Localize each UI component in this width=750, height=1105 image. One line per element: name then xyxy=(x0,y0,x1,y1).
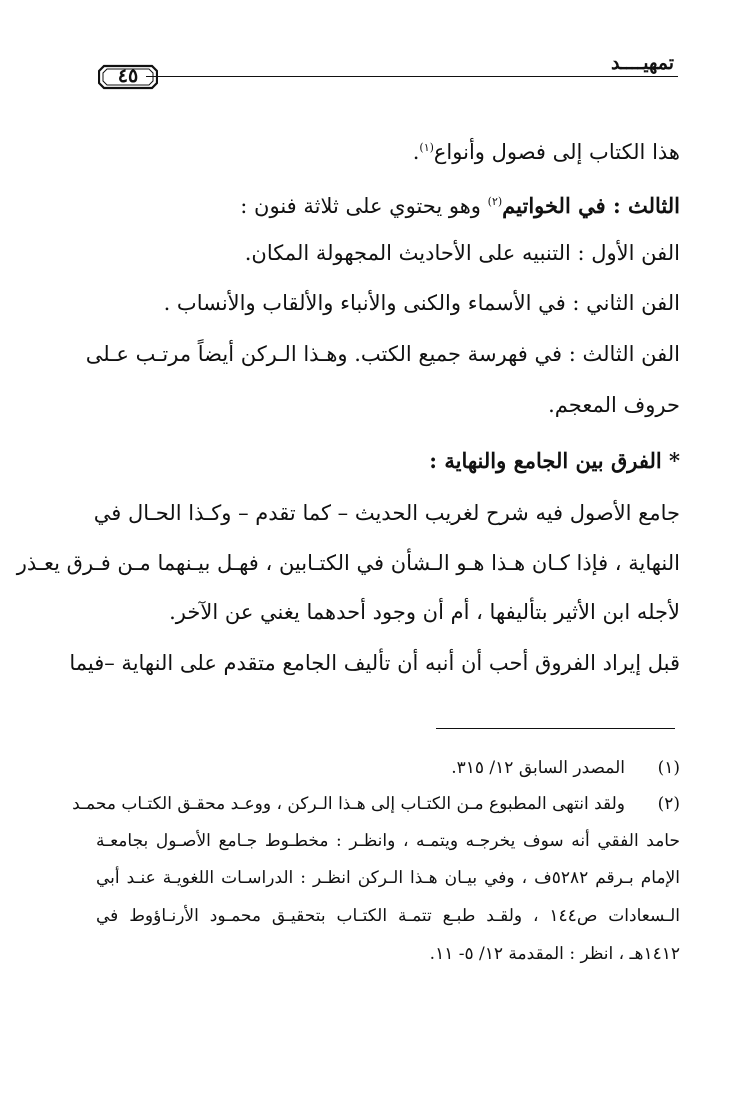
footnote-2-line-4: الـسعادات ص١٤٤ ، ولقـد طبـع تتمـة الكتـاب بتحقيـق محمـود الأرنـاؤوط في xyxy=(96,906,681,926)
text-line-8: النهاية ، فإذا كـان هـذا هـو الـشأن في الكتـابين ، فهـل بيـنهما مـن فـرق يعـذر xyxy=(16,551,680,575)
text-line-4: الفن الثاني : في الأسماء والكنى والأنباء والألقاب والأنساب . xyxy=(163,291,680,315)
section-heading: * الفرق بين الجامع والنهاية : xyxy=(429,448,680,473)
footnote-separator xyxy=(436,728,675,729)
text-line-1: هذا الكتاب إلى فصول وأنواع$^{(١)}$. xyxy=(412,140,680,164)
footnote-ref-2: (٢) xyxy=(487,195,503,208)
page-number-frame xyxy=(98,64,158,90)
text-line-9: لأجله ابن الأثير بتأليفها ، أم أن وجود أحدهما يغني عن الآخر. xyxy=(169,600,680,624)
text-line-3: الفن الأول : التنبيه على الأحاديث المجهولة المكان. xyxy=(244,241,680,265)
third-pillar-lead: الثالث : في الخواتيم xyxy=(502,193,680,218)
running-header xyxy=(98,48,678,100)
header-rule xyxy=(146,76,678,77)
text-line-6: حروف المعجم. xyxy=(548,393,680,417)
text-line-2-content: وهو يحتوي على ثلاثة فنون : xyxy=(240,194,481,218)
footnote-2-line-5: ١٤١٢هـ ، انظر : المقدمة ١٢/ ٥- ١١. xyxy=(429,944,680,964)
footnote-2-number: (٢) xyxy=(657,794,680,814)
footnote-1-number: (١) xyxy=(657,758,680,778)
footnote-ref-1: (١) xyxy=(419,141,434,154)
text-line-10: قبل إيراد الفروق أحب أن أنبه أن تأليف الجامع متقدم على النهاية –فيما xyxy=(69,651,680,675)
footnote-2-line-2: حامد الفقي أنه سوف يخرجـه ويتمـه ، وانظـر : مخطـوط جـامع الأصـول بجامعـة xyxy=(96,831,680,851)
text-line-7: جامع الأصول فيه شرح لغريب الحديث – كما تقدم – وكـذا الحـال في xyxy=(93,501,680,525)
text-line-2 xyxy=(96,187,680,221)
text-line-5: الفن الثالث : في فهرسة جميع الكتب. وهـذا الـركن أيضاً مرتـب عـلى xyxy=(85,342,680,366)
chapter-title: تمهيــــد xyxy=(610,52,674,74)
footnote-2-line-3: الإمام بـرقم ٥٢٨٢ف ، وفي بيـان هـذا الـركن انظـر : الدراسـات اللغويـة عنـد أبي xyxy=(96,868,680,888)
footnote-1-text: المصدر السابق ١٢/ ٣١٥. xyxy=(451,758,625,778)
page-number: ٤٥ xyxy=(117,65,139,87)
footnote-2-text-1: ولقد انتهى المطبوع مـن الكتـاب إلى هـذا الـركن ، ووعـد محقـق الكتـاب محمـد xyxy=(72,794,625,814)
text-line-1-content: هذا الكتاب إلى فصول وأنواع xyxy=(433,140,680,164)
